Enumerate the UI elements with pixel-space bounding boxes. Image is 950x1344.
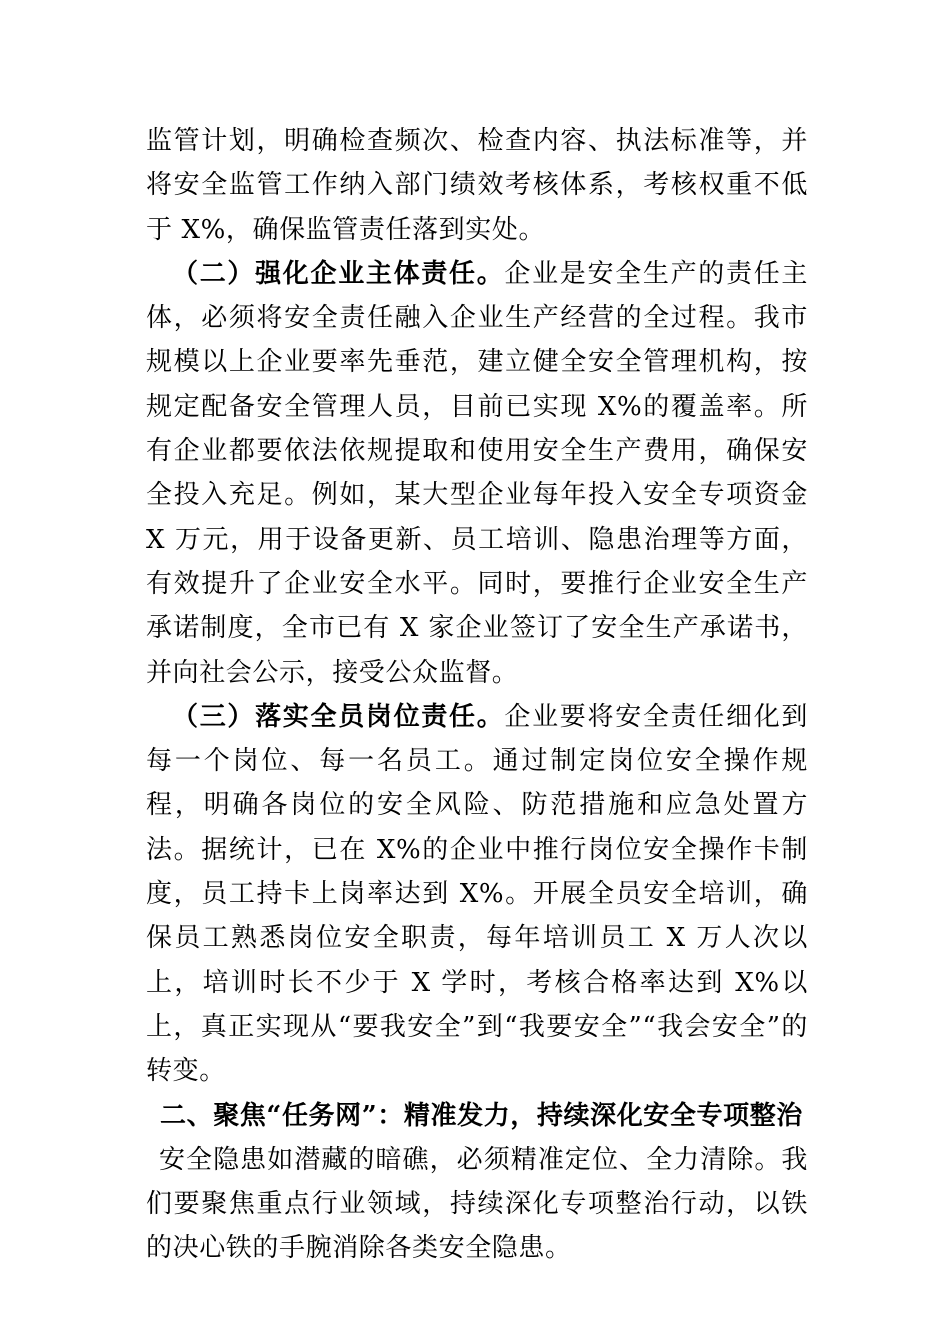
subheading-enterprise-responsibility: （二）强化企业主体责任。 bbox=[172, 258, 505, 289]
paragraph-position-responsibility bbox=[146, 695, 808, 1094]
paragraph-position-responsibility-body: 企业要将安全责任细化到每一个岗位、每一名员工。通过制定岗位安全操作规程，明确各岗位的安全风险、防范措施和应急处置方法。据统计，已在 X%的企业中推行岗位安全操作卡制度，员工持卡上岗率达到 X%。开展全员安全培训，确保员工熟悉岗位安全职责，每年培训员工 X 万人次以上，培训时长不少于 X 学时，考核合格率达到 X%以上，真正实现从“要我安全”到“我要安全”“我会安全”的转变。 bbox=[146, 701, 809, 1087]
section-heading-task-network: 二、聚焦“任务网”：精准发力，持续深化安全专项整治 bbox=[160, 1100, 803, 1131]
paragraph-enterprise-responsibility bbox=[146, 252, 808, 695]
subheading-position-responsibility: （三）落实全员岗位责任。 bbox=[172, 701, 505, 732]
paragraph-enterprise-responsibility-body: 企业是安全生产的责任主体，必须将安全责任融入企业生产经营的全过程。我市规模以上企业要率先垂范，建立健全安全管理机构，按规定配备安全管理人员，目前已实现 X%的覆盖率。所有企业都要依法依规提取和使用安全生产费用，确保安全投入充足。例如，某大型企业每年投入安全专项资金 X 万元，用于设备更新、员工培训、隐患治理等方面，有效提升了企业安全水平。同时，要推行企业安全生产承诺制度，全市已有 X 家企业签订了安全生产承诺书，并向社会公示，接受公众监督。 bbox=[146, 258, 809, 688]
paragraph-supervision-plan: 监管计划，明确检查频次、检查内容、执法标准等，并将安全监管工作纳入部门绩效考核体系，考核权重不低于 X%，确保监管责任落到实处。 bbox=[146, 126, 808, 245]
paragraph-hidden-dangers: 安全隐患如潜藏的暗礁，必须精准定位、全力清除。我们要聚焦重点行业领域，持续深化专项整治行动，以铁的决心铁的手腕消除各类安全隐患。 bbox=[146, 1144, 808, 1264]
document-body bbox=[146, 119, 808, 1271]
